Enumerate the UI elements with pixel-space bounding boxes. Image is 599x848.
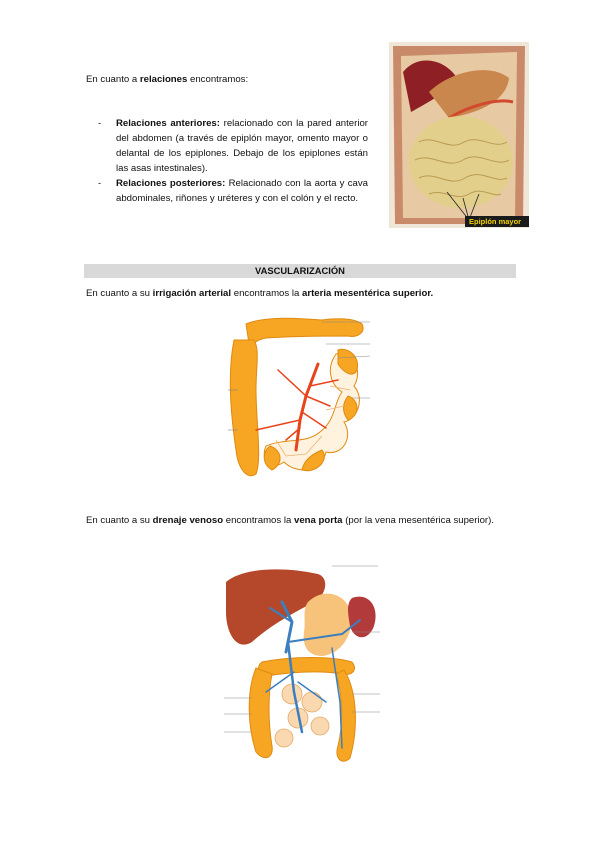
venous-paragraph <box>86 513 518 528</box>
venous-bold-2: vena porta <box>294 515 343 526</box>
intro-bold: relaciones <box>139 74 188 85</box>
relaciones-list <box>98 116 368 206</box>
venous-bold: drenaje venoso <box>152 515 224 526</box>
list-item-title: Relaciones anteriores: <box>116 118 220 129</box>
epiplon-mayor-illustration <box>389 42 529 228</box>
list-dash: - <box>98 178 102 189</box>
arterial-bold-2: arteria mesentérica superior. <box>302 288 434 299</box>
arterial-bold: irrigación arterial <box>152 288 232 299</box>
venous-text: En cuanto a su <box>86 515 153 526</box>
relaciones-intro <box>86 72 248 87</box>
list-item-text: Relacionado con la aorta y cava abdominales, riñones y uréteres y con el colón y el recto. <box>116 178 368 204</box>
venous-text-end: (por la vena mesentérica superior). <box>342 515 494 526</box>
arteria-mesenterica-illustration <box>226 310 372 486</box>
list-item-title: Relaciones posteriores: <box>116 178 226 189</box>
intro-text: En cuanto a <box>86 74 140 85</box>
arterial-paragraph <box>86 286 433 301</box>
venous-text-mid: encontramos la <box>223 515 294 526</box>
list-dash: - <box>98 118 102 129</box>
vascularizacion-heading: VASCULARIZACIÓN <box>84 264 516 278</box>
intro-text-end: encontramos: <box>187 74 249 85</box>
list-item <box>98 116 368 176</box>
list-item-text: relacionado con la pared anterior del abdomen (a través de epiplón mayor, omento mayor o delantal de los epiplones. Debajo de los epiplones están las asas intestinales). <box>116 118 368 174</box>
epiplon-mayor-label: Epiplón mayor <box>469 217 522 226</box>
arterial-text: En cuanto a su <box>86 288 153 299</box>
list-item <box>98 176 368 206</box>
arterial-text-mid: encontramos la <box>231 288 302 299</box>
vena-porta-illustration <box>222 562 382 766</box>
